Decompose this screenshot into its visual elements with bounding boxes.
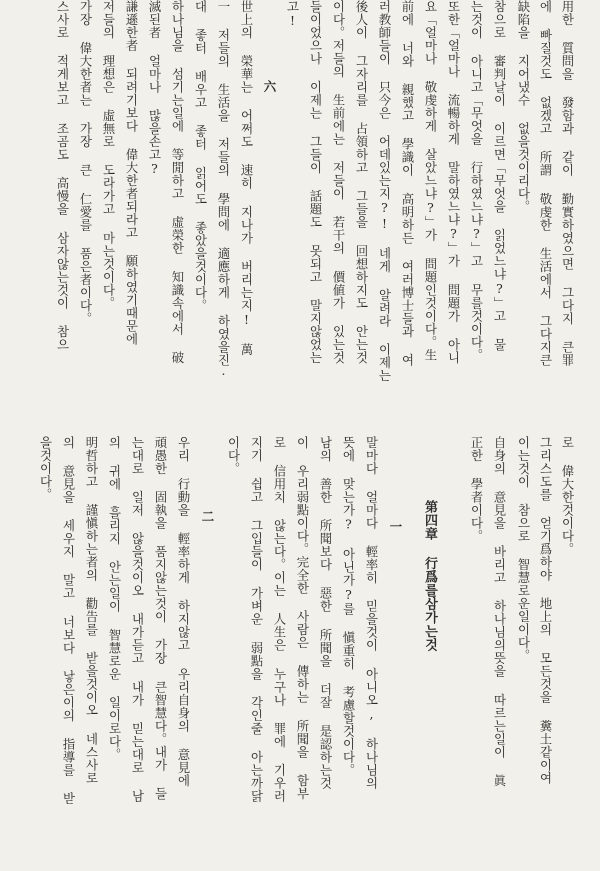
text-column: 또한「얼마나 流暢하게 말하였느냐?」가 問題가 아니 [446,0,461,364]
text-column: 뜻에 맞는가? 아닌가?를 愼重히 考慮할것이다。 [341,436,356,777]
text-column: 이는것이 참으로 智慧로운일이다。 [516,436,531,663]
text-column: 러教師들이 只今은 어데있는지?! 네게 알려라 이제는 [377,0,392,383]
section-number: 二 [200,510,215,523]
text-column: 로 偉大한것이다。 [560,436,575,556]
text-column: 지기 쉽고 그입들이 가벼운 弱點을 각인줄 아는까닭 [249,436,264,803]
text-column: 고! [285,0,300,29]
text-column: 이다。 [226,436,241,475]
text-column: 滅된者 얼마나 많을손고? [147,0,162,177]
text-column: 明哲하고 謹愼하는者의 勸告를 받을것이오 네스사로 [84,436,99,785]
text-column: 는대로 일저 않을것이오 내가듣고 내가 믿는대로 남 [130,436,145,803]
text-column: 로 信用치 않는다。이는 人生은 누구나 罪에 기우러 [272,436,287,803]
text-column: 말마다 얼마다 輕率히 믿을것이 아니오, 하나님의 [364,436,379,790]
text-column: 에 빠질것도 없겠고 所謂 敬虔한 生活에서 그다지큰 [538,0,553,367]
text-column: 頑愚한 固執을 품지않는것이 가장 큰智慧다。내가 들 [153,436,168,800]
text-column: 가장 偉大한者는 가장 큰 仁愛를 품은者이다。 [78,0,93,325]
section-number: 六 [262,80,277,93]
text-column: 이 우리弱點이다。完全한 사람은 傳하는 所聞을 함부 [295,436,310,800]
text-column: 前에 너와 親했고 學識이 高明하든 여러博士들과 여 [400,0,415,367]
text-column: 저들의 理想은 虛無로 도라가고 마는것이다。 [101,0,116,310]
text-column: 대 좋터 배우고 좋터 읽어도 좋았을것이다。 [193,0,208,312]
text-column: 의 귀에 흘리지 안는일이 智慧로운 일이로다。 [107,436,122,761]
text-column: 이다。저들의 生前에는 저들이 若干의 價値가 있는것 [331,0,346,364]
text-column: 을것이다。 [38,436,53,501]
text-column: 하나님을 섬기는일에 等閒하고 虛榮한 知識속에서 破 [170,0,185,364]
text-column: 自身의 意見을 바리고 하나님의뜻을 따르는일이 眞 [492,436,507,787]
text-column: 참으로 審判날이 이르면「무엇을 읽었느냐?」고 물 [492,0,507,351]
text-column: 用한 質問을 發함과 같이 勤實하였으면 그다지 큰罪 [560,0,575,367]
text-column: 우리 行動을 輕率하게 하지않고 우리自身의 意見에 [176,436,191,787]
text-column: 의 意見을 세우지 말고 너보다 낳은이의 指導를 받 [61,436,76,806]
section-number: 一 [388,520,403,533]
text-column: 그리스도를 얻기爲하야 地上의 모든것을 糞土같이여 [538,436,553,785]
text-column: 一 저들의 生活을 저들의 學問에 適應하게 하였을진· [216,0,231,383]
chapter-heading: 第四章 行爲를삼가는것 [422,500,437,652]
text-column: 들이었으나 이제는 그들이 話題도 못되고 말지않었는 [308,0,323,364]
text-column: 後人이 그자리를 占領하고 그들을 回想하지도 안는것 [354,0,369,364]
text-column: 는것이 아니고「무엇을 行하였느냐?」고 무를것이다。 [469,0,484,362]
text-column: 世上의 榮華는 어쩌도 速히 지나가 버리는지! 萬 [239,0,254,357]
text-column: 謙遜한者 되려기보다 偉大한者되라고 願하였기때문에 [124,0,139,346]
text-column: 正한 學者이다。 [469,436,484,543]
text-column: 缺陷을 지어냈수 없을것이리다。 [516,0,531,214]
text-column: 요「얼마나 敬虔하게 살았느냐?」가 問題인것이다。生 [423,0,438,362]
text-column: 스사로 적게보고 조곰도 高慢을 삼자않는것이 참으 [55,0,70,351]
text-column: 남의 善한 所聞보다 惡한 所聞을 더잘 是認하는것 [318,436,333,790]
